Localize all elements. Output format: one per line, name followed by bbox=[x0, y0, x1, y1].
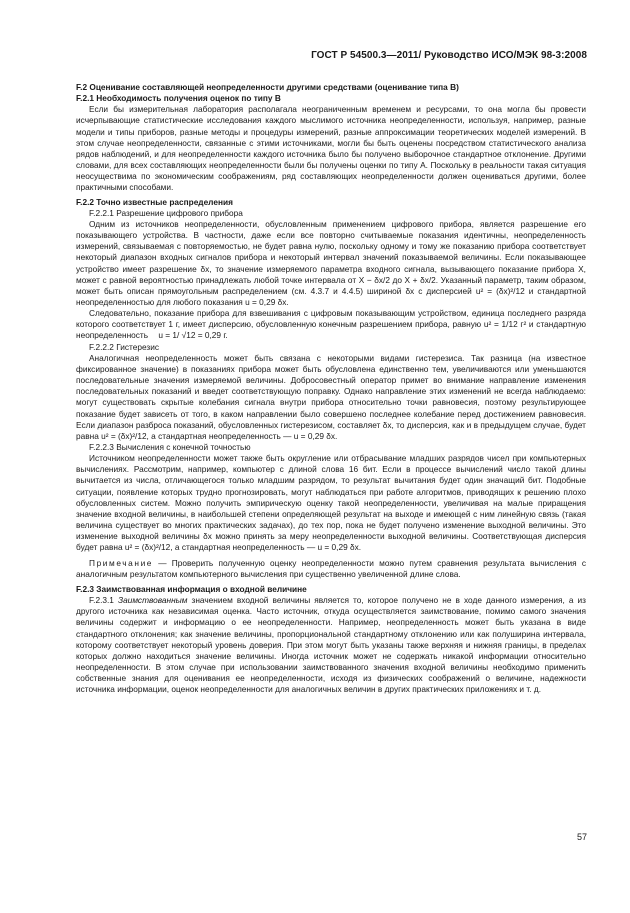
subsection-heading-f222: F.2.2.2 Гистерезис bbox=[89, 341, 159, 352]
paragraph-f231-text: значением входной величины является то, которое получено не в ходе данного измерения, а из другого источника как независимая оценка. Часто источник, откуда осуществляется заимствование, помимо самого значения величины содержит и информацию о ее неопределенности. Например, неопределенность может быть указана в виде стандартного отклонения; как значение величины, пропорциональной стандартному отклонению или как полуширина интервала, которому соответствует некоторый уровень доверия. При этом могут быть указаны также верхняя и нижняя границы, в пределах которых должно находиться значение величины. Иногда источник может не содержать никакой информации относительно неопределенности. В этом случае при использовании заимствованного значения входной величины необходимо применить собственные знания для оценивания ее неопределенности, исходя из физических соображений о величине, надежности источника информации, оценок неопределенности для аналогичных величин в других практических приложениях и т. д. bbox=[76, 595, 586, 695]
subsection-heading-f22: F.2.2 Точно известные распределения bbox=[76, 196, 233, 207]
note-label: Примечание bbox=[89, 557, 154, 568]
section-heading-f2: F.2 Оценивание составляющей неопределенности другими средствами (оценивание типа В) bbox=[76, 82, 459, 92]
subsection-heading-f21: F.2.1 Необходимость получения оценок по типу В bbox=[76, 93, 281, 104]
note bbox=[76, 558, 586, 580]
paragraph-f231 bbox=[76, 595, 586, 695]
page-body bbox=[76, 82, 586, 695]
paragraph-f231-term: Заимствованным bbox=[118, 595, 188, 606]
paragraph-f222: Аналогичная неопределенность может быть связана с некоторыми видами гистерезиса. Так разница (на известное фиксированное значение) в показаниях прибора может быть обусловлена единственно тем, увеличиваются или уменьшаются последовательные значения измеряемой величины. Добросовестный оператор примет во внимание направление изменения последовательных показаний и введет соответствующую поправку. Однако направление этих изменений не всегда наблюдаемо: могут существовать скрытые колебания сигнала внутри прибора относительно точки равновесия, поэтому результирующее показание будет зависеть от того, в каком направлении было совершено последнее колебание перед достижением равновесия. Если диапазон разброса показаний, обусловленных гистерезисом, составляет δx, то дисперсия, как и в предыдущем случае, будет равна u² = (δx)²/12, а стандартная неопределенность — u = 0,29 δx. bbox=[76, 352, 586, 441]
page-header: ГОСТ Р 54500.3—2011/ Руководство ИСО/МЭК 98-3:2008 bbox=[311, 50, 587, 61]
note-text: — Проверить полученную оценку неопределенности можно путем сравнения результата вычисления с аналогичным результатом компьютерного вычисления при существенно увеличенной длине слова. bbox=[76, 557, 587, 579]
subsection-heading-f23: F.2.3 Заимствованная информация о входной величине bbox=[76, 583, 307, 594]
paragraph-f221-1: Одним из источников неопределенности, обусловленным применением цифрового прибора, является разрешение его показывающего устройства. В частности, даже если все повторно считываемые показания идентичны, неопределенность измерений, связываемая с повторяемостью, не будет равна нулю, поскольку одному и тому же показанию прибора соответствует некоторый диапазон входных сигналов прибора и некоторый интервал значений показываемой величины. Если показывающее устройство имеет разрешение δx, то значение измеряемого параметра входного сигнала, вызывающего показание прибора X, может с равной вероятностью принадлежать любой точке интервала от X − δx/2 до X + δx/2. Указанный параметр, таким образом, может быть описан прямоугольным распределением (см. 4.3.7 и 4.4.5) шириной δx с дисперсией u² = (δx)²/12 и стандартной неопределенностью для любого показания u = 0,29 δx. bbox=[76, 218, 586, 307]
paragraph-f221-2-text: Следовательно, показание прибора для взвешивания с цифровым показывающим устройством, единица последнего разряда которого соответствует 1 г, имеет дисперсию, обусловленную конечным разрешением прибора, равную u² = 1/12 г² и стандартную неопределенность bbox=[76, 308, 586, 341]
paragraph-f221-2 bbox=[76, 308, 586, 341]
paragraph-f231-number: F.2.3.1 bbox=[89, 595, 114, 606]
subsection-heading-f221: F.2.2.1 Разрешение цифрового прибора bbox=[89, 207, 243, 218]
formula-resolution: u = 1/ √12 = 0,29 г. bbox=[158, 330, 228, 341]
paragraph-f223: Источником неопределенности может также быть округление или отбрасывание младших разрядов чисел при компьютерных вычислениях. Рассмотрим, например, компьютер с длиной слова 16 бит. Если в процессе вычислений число такой длины вычитается из числа, отличающегося только младшим разрядом, то результат вычитания будет один значащий бит. Подобные ситуации, появление которых трудно прогнозировать, могут наблюдаться при работе алгоритмов, приводящих к решению плохо обусловленных систем. Можно получить эмпирическую оценку такой неопределенности, увеличивая на малые приращения значение входной величины, в наибольшей степени определяющей результат на выходе и имеющей с ним линейную связь (такая величина существует во многих практических задачах), до тех пор, пока не будет получено изменение выходной величины. Это изменение выходной величины δx можно принять за меру неопределенности выходной величины. Соответствующая дисперсия будет равна u² = (δx)²/12, а стандартная неопределенность — u = 0,29 δx. bbox=[76, 453, 586, 553]
page-number: 57 bbox=[576, 832, 587, 842]
paragraph-f21: Если бы измерительная лаборатория располагала неограниченным временем и ресурсами, то она могла бы провести исчерпывающие статистические исследования каждого мыслимого источника неопределенности, используя, например, разные модели и типы приборов, разные методы и процедуры измерений, разные аппроксимации теоретических моделей измерений. В этом случае неопределенности, связанные с этими источниками, могли бы быть оценены посредством статистического анализа рядов наблюдений, и для неопределенности каждого источника было бы получено выборочное стандартное отклонение. Другими словами, для всех составляющих неопределенности были бы получены оценки по типу А. Поскольку в реальности такая ситуация неосуществима по экономическим соображениям, ряд составляющих неопределенности должен оцениваться другими, более практичными способами. bbox=[76, 104, 586, 193]
subsection-heading-f223: F.2.2.3 Вычисления с конечной точностью bbox=[89, 442, 251, 452]
